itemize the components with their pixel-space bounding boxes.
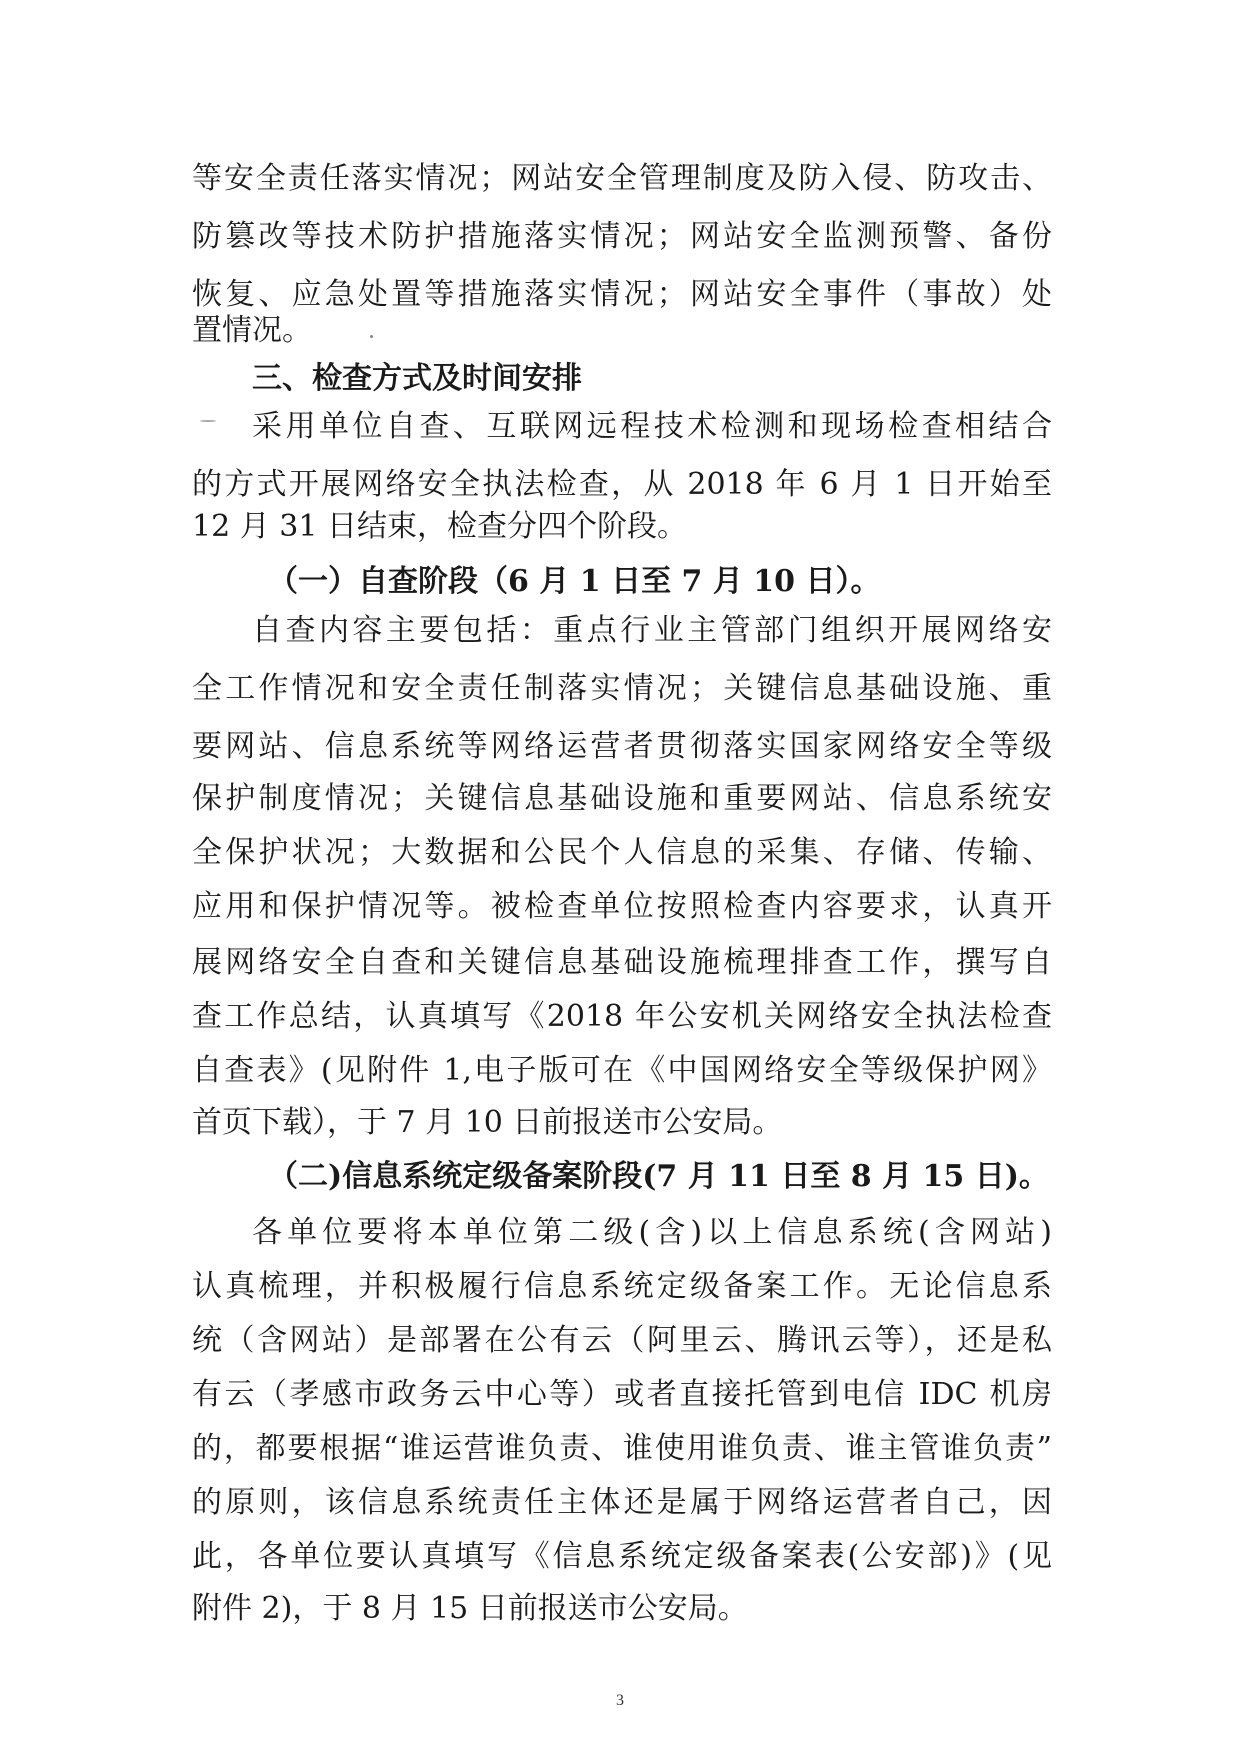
text-line: 附件 2)，于 8 月 15 日前报送市公安局。: [192, 1591, 748, 1626]
text-line: 各单位要将本单位第二级(含)以上信息系统(含网站): [252, 1215, 1052, 1250]
text-line: 全保护状况；大数据和公民个人信息的采集、存储、传输、: [192, 835, 1052, 870]
text-line: 此，各单位要认真填写《信息系统定级备案表(公安部)》(见: [192, 1539, 1052, 1574]
text-line: 首页下载），于 7 月 10 日前报送市公安局。: [192, 1105, 783, 1140]
text-line: 查工作总结，认真填写《2018 年公安机关网络安全执法检查: [192, 999, 1052, 1034]
text-line: 要网站、信息系统等网络运营者贯彻落实国家网络安全等级: [192, 729, 1052, 764]
text-line: 全工作情况和安全责任制落实情况；关键信息基础设施、重: [192, 671, 1052, 706]
text-line: 防篡改等技术防护措施落实情况；网站安全监测预警、备份: [192, 219, 1052, 254]
text-line: 的原则，该信息系统责任主体还是属于网络运营者自己，因: [192, 1485, 1052, 1520]
scan-speck: [370, 335, 373, 338]
text-line: 恢复、应急处置等措施落实情况；网站安全事件（事故）处: [192, 277, 1052, 312]
scan-speck: [200, 420, 216, 422]
page-number: 3: [616, 1692, 624, 1709]
text-line: 认真梳理，并积极履行信息系统定级备案工作。无论信息系: [192, 1269, 1052, 1304]
text-line: 统（含网站）是部署在公有云（阿里云、腾讯云等），还是私: [192, 1323, 1052, 1358]
text-line: [268, 1636, 1052, 1690]
text-line: 的，都要根据“谁运营谁负责、谁使用谁负责、谁主管谁负责”: [192, 1431, 1052, 1466]
text-line: 的方式开展网络安全执法检查，从 2018 年 6 月 1 日开始至: [192, 467, 1052, 502]
text-line: 应用和保护情况等。被检查单位按照检查内容要求，认真开: [192, 889, 1052, 924]
text-line: 置情况。: [192, 313, 312, 348]
text-line: 12 月 31 日结束，检查分四个阶段。: [192, 509, 687, 544]
text-line: 采用单位自查、互联网远程技术检测和现场检查相结合: [252, 409, 1052, 444]
text-line: 自查表》(见附件 1,电子版可在《中国网络安全等级保护网》: [192, 1053, 1052, 1088]
subsection-heading: （一）自查阶段（6 月 1 日至 7 月 10 日）。: [268, 564, 881, 599]
text-line: 保护制度情况；关键信息基础设施和重要网站、信息系统安: [192, 781, 1052, 816]
text-line: 有云（孝感市政务云中心等）或者直接托管到电信 IDC 机房: [192, 1377, 1052, 1412]
text-line: 等安全责任落实情况；网站安全管理制度及防入侵、防攻击、: [192, 161, 1052, 196]
text-line: 展网络安全自查和关键信息基础设施梳理排查工作，撰写自: [192, 945, 1052, 980]
text-line: 自查内容主要包括：重点行业主管部门组织开展网络安: [252, 613, 1052, 648]
section-heading: 三、检查方式及时间安排: [252, 361, 582, 396]
subsection-heading: （二)信息系统定级备案阶段(7 月 11 日至 8 月 15 日)。: [268, 1159, 1049, 1194]
